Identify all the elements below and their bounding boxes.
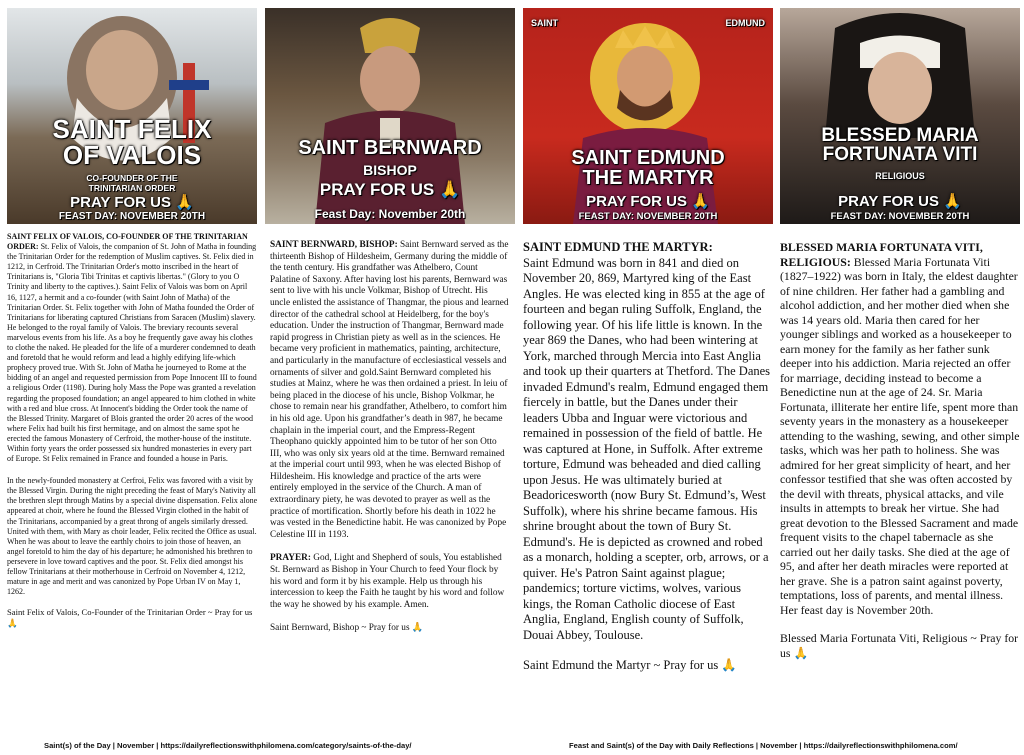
bernward-prayer-text: God, Light and Shepherd of souls, You established St. Bernward as Bishop in Your Church to feed Your flock by his word and form it by his example. Help us through his intercession to keep the Faith he taught by his word and follow the way he showed by his example. Amen. bbox=[270, 553, 505, 610]
edmund-top-saint: SAINT bbox=[531, 18, 558, 28]
maria-poster bbox=[780, 8, 1020, 224]
bernward-closing-text: Saint Bernward, Bishop ~ Pray for us bbox=[270, 623, 410, 634]
felix-feast-text: FEAST DAY: NOVEMBER 20TH bbox=[58, 211, 206, 222]
praying-hands-icon: 🙏 bbox=[691, 193, 710, 210]
praying-hands-icon: 🙏 bbox=[7, 618, 18, 629]
edmund-closing bbox=[523, 658, 773, 674]
felix-closing bbox=[7, 607, 259, 629]
bernward-feast-text: Feast Day: November 20th bbox=[314, 207, 466, 221]
praying-hands-icon: 🙏 bbox=[438, 180, 461, 199]
edmund-poster bbox=[523, 8, 773, 224]
felix-column bbox=[7, 232, 259, 629]
footer-right: Feast and Saint(s) of the Day with Daily Reflections | November | https://dailyreflectionswithphilomena.com/ bbox=[569, 741, 958, 750]
maria-sub: RELIGIOUS bbox=[875, 171, 925, 181]
bernward-heading: SAINT BERNWARD, BISHOP: bbox=[270, 240, 398, 250]
maria-title-line2: FORTUNATA VITI bbox=[822, 144, 978, 165]
praying-hands-icon: 🙏 bbox=[721, 658, 737, 672]
maria-feast-text: FEAST DAY: NOVEMBER 20TH bbox=[830, 211, 970, 222]
maria-para1: Blessed Maria Fortunata Viti (1827–1922) was born in Italy, the eldest daughter of nine children. Her father had a gambling and alcohol addiction, and her mother died when she was 14 years old. Maria then cared for her younger siblings and worked as a housekeeper to earn money for the family as her father sunk deeper into his addiction. Maria rejected an offer for marriage, deciding instead to become a Benedictine nun at the age of 24. Sr. Maria Fortunata, illiterate her entire life, spent more than seventy years in the monastery as a housekeeper attending to the washing, sewing, and other simple tasks, which was her path to holiness. She was admired for her great simplicity of heart, and her confessor testified that she was often accosted by the devil with threats, physical attacks, and vile insults in attempts to break her virtue. She had great devotion to the Blessed Sacrament and made frequent visits to the chapel tabernacle as she carried out her daily tasks. She died at the age of 95, and after her death miracles were reported at her grave. She is a patron saint against poverty, temptations, loss of parents, and mental illness. Her feast day is November 20th. bbox=[780, 254, 1020, 617]
footer-left: Saint(s) of the Day | November | https://dailyreflectionswithphilomena.com/category/saints-of-the-day/ bbox=[44, 741, 412, 750]
edmund-para1: Saint Edmund was born in 841 and died on November 20, 869, Martyred king of the East Angles. He was elected king in 855 at the age of fourteen and began ruling Suffolk, England, the following year. Of his life little is known. In the year 869 the Danes, who had been wintering at York, marched through Mercia into East Anglia and took up their quarters at Thetford. The Danes invaded Edmund's realm, Edmund engaged them fiercely in battle, but the Danes under their leaders Ubba and Inguar were victorious and remained in possession of the field of battle. He was captured at Hone, in Suffolk. After extreme torture, Edmund was beheaded and died calling upon Jesus. He was ultimately buried at Beadoricesworth (now Bury St. Edmund’s, West Suffolk), where his shrine became famous. His shrine brought about the town of Bury St. Edmund's. He is depicted as crowned and robed as a monarch, holding a scepter, orb, arrows, or a quiver. He's Patron Saint against plague; pandemics; torture victims, wolves, various kings, the Roman Catholic diocese of East Anglia, England, English county of Suffolk, Douai Abbey, Toulouse. bbox=[523, 255, 771, 642]
felix-poster bbox=[7, 8, 257, 224]
edmund-feast-text: FEAST DAY: NOVEMBER 20TH bbox=[578, 211, 718, 222]
maria-title-line1: BLESSED MARIA bbox=[821, 125, 979, 146]
maria-bio bbox=[780, 240, 1020, 617]
maria-closing-text: Blessed Maria Fortunata Viti, Religious ~ Pray for us bbox=[780, 631, 1019, 660]
felix-title-line1: SAINT FELIX bbox=[52, 114, 212, 144]
felix-title-line2: OF VALOIS bbox=[62, 140, 202, 170]
bernward-poster bbox=[265, 8, 515, 224]
praying-hands-icon: 🙏 bbox=[943, 193, 962, 210]
praying-hands-icon: 🙏 bbox=[793, 645, 809, 660]
edmund-heading: SAINT EDMUND THE MARTYR: bbox=[523, 240, 713, 254]
bernward-prayer-label: PRAYER: bbox=[270, 553, 311, 564]
praying-hands-icon: 🙏 bbox=[175, 194, 194, 211]
felix-bio bbox=[7, 232, 259, 464]
praying-hands-icon: 🙏 bbox=[411, 623, 424, 634]
maria-pray-text: PRAY FOR US bbox=[838, 193, 939, 210]
felix-pray-text: PRAY FOR US bbox=[70, 194, 171, 211]
edmund-top-name: EDMUND bbox=[725, 18, 765, 28]
felix-sub2: TRINITARIAN ORDER bbox=[88, 182, 176, 193]
bernward-pray-text: PRAY FOR US bbox=[319, 180, 435, 199]
maria-column bbox=[780, 240, 1020, 660]
edmund-title-line2: THE MARTYR bbox=[582, 167, 714, 189]
bernward-closing bbox=[270, 623, 510, 635]
bernward-column bbox=[270, 240, 510, 635]
bernward-prayer bbox=[270, 553, 510, 611]
edmund-pray-text: PRAY FOR US bbox=[586, 193, 687, 210]
bernward-para1: Saint Bernward served as the thirteenth Bishop of Hildesheim, Germany during the middle of the tenth century. His grandfather was Athelbero, Count Palatine of Saxony. After having lost his parents, Bernward was sent to live with his uncle Volkmar, Bishop of Utrecht. His uncle enlisted the assistance of Thangmar, the pious and learned director of the cathedral school at Heidelberg, for the boy's education. Under the instruction of Thangmar, Bernward made rapid progress in Christian piety as well as in the sciences. He became very proficient in mathematics, painting, architecture, and particularly in the manufacture of ecclesiastical vessels and ornaments of silver and gold.Saint Bernward completed his studies at Mainz, where he was then ordained a priest. In leiu of being placed in the diocese of his uncle, Bishop Volkmar, he chose to remain near his grandfather, Athelbero, to comfort him in his old age. Upon his grandfather’s death in 987, he became chaplain in the imperial court, and the Empress-Regent Theophano quickly appointed him to be tutor of her son Otto III, who was only six years old at the time. Bernward remained at the imperial court until 993, when he was elected Bishop of Hildesheim. His knowledge and practice of the arts were entirely employed in the service of the Church. A man of extraordinary piety, he was devoted to prayer as well as the practice of mortification. Shortly before his death in 1022 he was vested in the Benedictine habit. He was canonized by Pope Celestine III in 1193. bbox=[270, 240, 509, 540]
edmund-closing-text: Saint Edmund the Martyr ~ Pray for us bbox=[523, 658, 719, 672]
felix-heading: SAINT FELIX OF VALOIS, CO-FOUNDER OF THE TRINITARIAN ORDER: bbox=[7, 232, 248, 252]
felix-sub1: CO-FOUNDER OF THE bbox=[86, 173, 178, 183]
bernward-bio bbox=[270, 240, 510, 541]
edmund-column bbox=[523, 240, 773, 674]
felix-para2: In the newly-founded monastery at Cerfroi, Felix was favored with a visit by the Blessed Virgin. During the night preceding the feast of Mary's Nativity all the brethren slept through Matins by a special divine dispensation. Felix alone appeared at choir, where he found the Blessed Virgin clothed in the habit of the Trinitarians, accompanied by a great throng of angels similarly dressed. United with them, with Mary as choir leader, Felix recited the Office as usual. When he was about to leave the earthly choirs to join those of heaven, an angel foretold to him the day of his departure; he admonished his brethren to persevere in love toward captives and the poor. St. Felix died amongst his fellow Trinitarians at their motherhouse in Cerfroid on November 4, 1212, mature in age and merit and was canonized by Pope Urban IV on May 1, 1262. bbox=[7, 476, 258, 597]
felix-para1: St. Felix of Valois, the companion of St. John of Matha in founding the Trinitarian Order for the redemption of Muslim captives. St. Felix died in 1212, in Cerfroid. The Trinitarian Order's motto inscribed in the heart of Trinitarians is, "Gloria Tibi Trinitas et captivis libertas." (Glory to you O Trinity and liberty to the captives.). Saint Felix of Valois was born on April 16, 1127, a hermit and a co-founder (with Saint John of Matha) of the Trinitarian Order. St. Felix together with John of Matha founded the Order of Trinitarians for liberating captured Christians from Saracen (Muslim) slavery. He belonged to the royal family of Valois. The breviary recounts several marvelous events from his life. As a boy he frequently gave away his clothes to clothe the naked. He pleaded for the life of a murderer condemned to death and foretold that he would reform and lead a highly edifying life-which prophecy proved true. With St. John of Matha he journeyed to Rome at the bidding of an angel and requested permission from Pope Innocent III to found a religious Order (1198). During holy Mass the Pope was granted a revelation regarding the proposed foundation; an angel appeared to him clothed in white with a red and blue cross. At Innocent's bidding the Order took the name of the Blessed Trinity. Margaret of Blois granted the order 20 acres of the wood where Felix had built his first hermitage, and on almost the same spot he erected the famous Monastery of Cerfroid, the mother-house of the institute. Within forty years the order possessed six hundred monasteries in every part of Europe. St Felix remained in France and founded a house in Paris. bbox=[7, 242, 257, 464]
bernward-title-line1: SAINT BERNWARD bbox=[298, 137, 482, 159]
bernward-title-line2: BISHOP bbox=[363, 162, 417, 178]
maria-heading: BLESSED MARIA FORTUNATA VITI, RELIGIOUS: bbox=[780, 240, 983, 269]
maria-closing bbox=[780, 631, 1020, 660]
felix-closing-text: Saint Felix of Valois, Co-Founder of the Trinitarian Order ~ Pray for us bbox=[7, 607, 253, 618]
edmund-title-line1: SAINT EDMUND bbox=[571, 147, 725, 169]
